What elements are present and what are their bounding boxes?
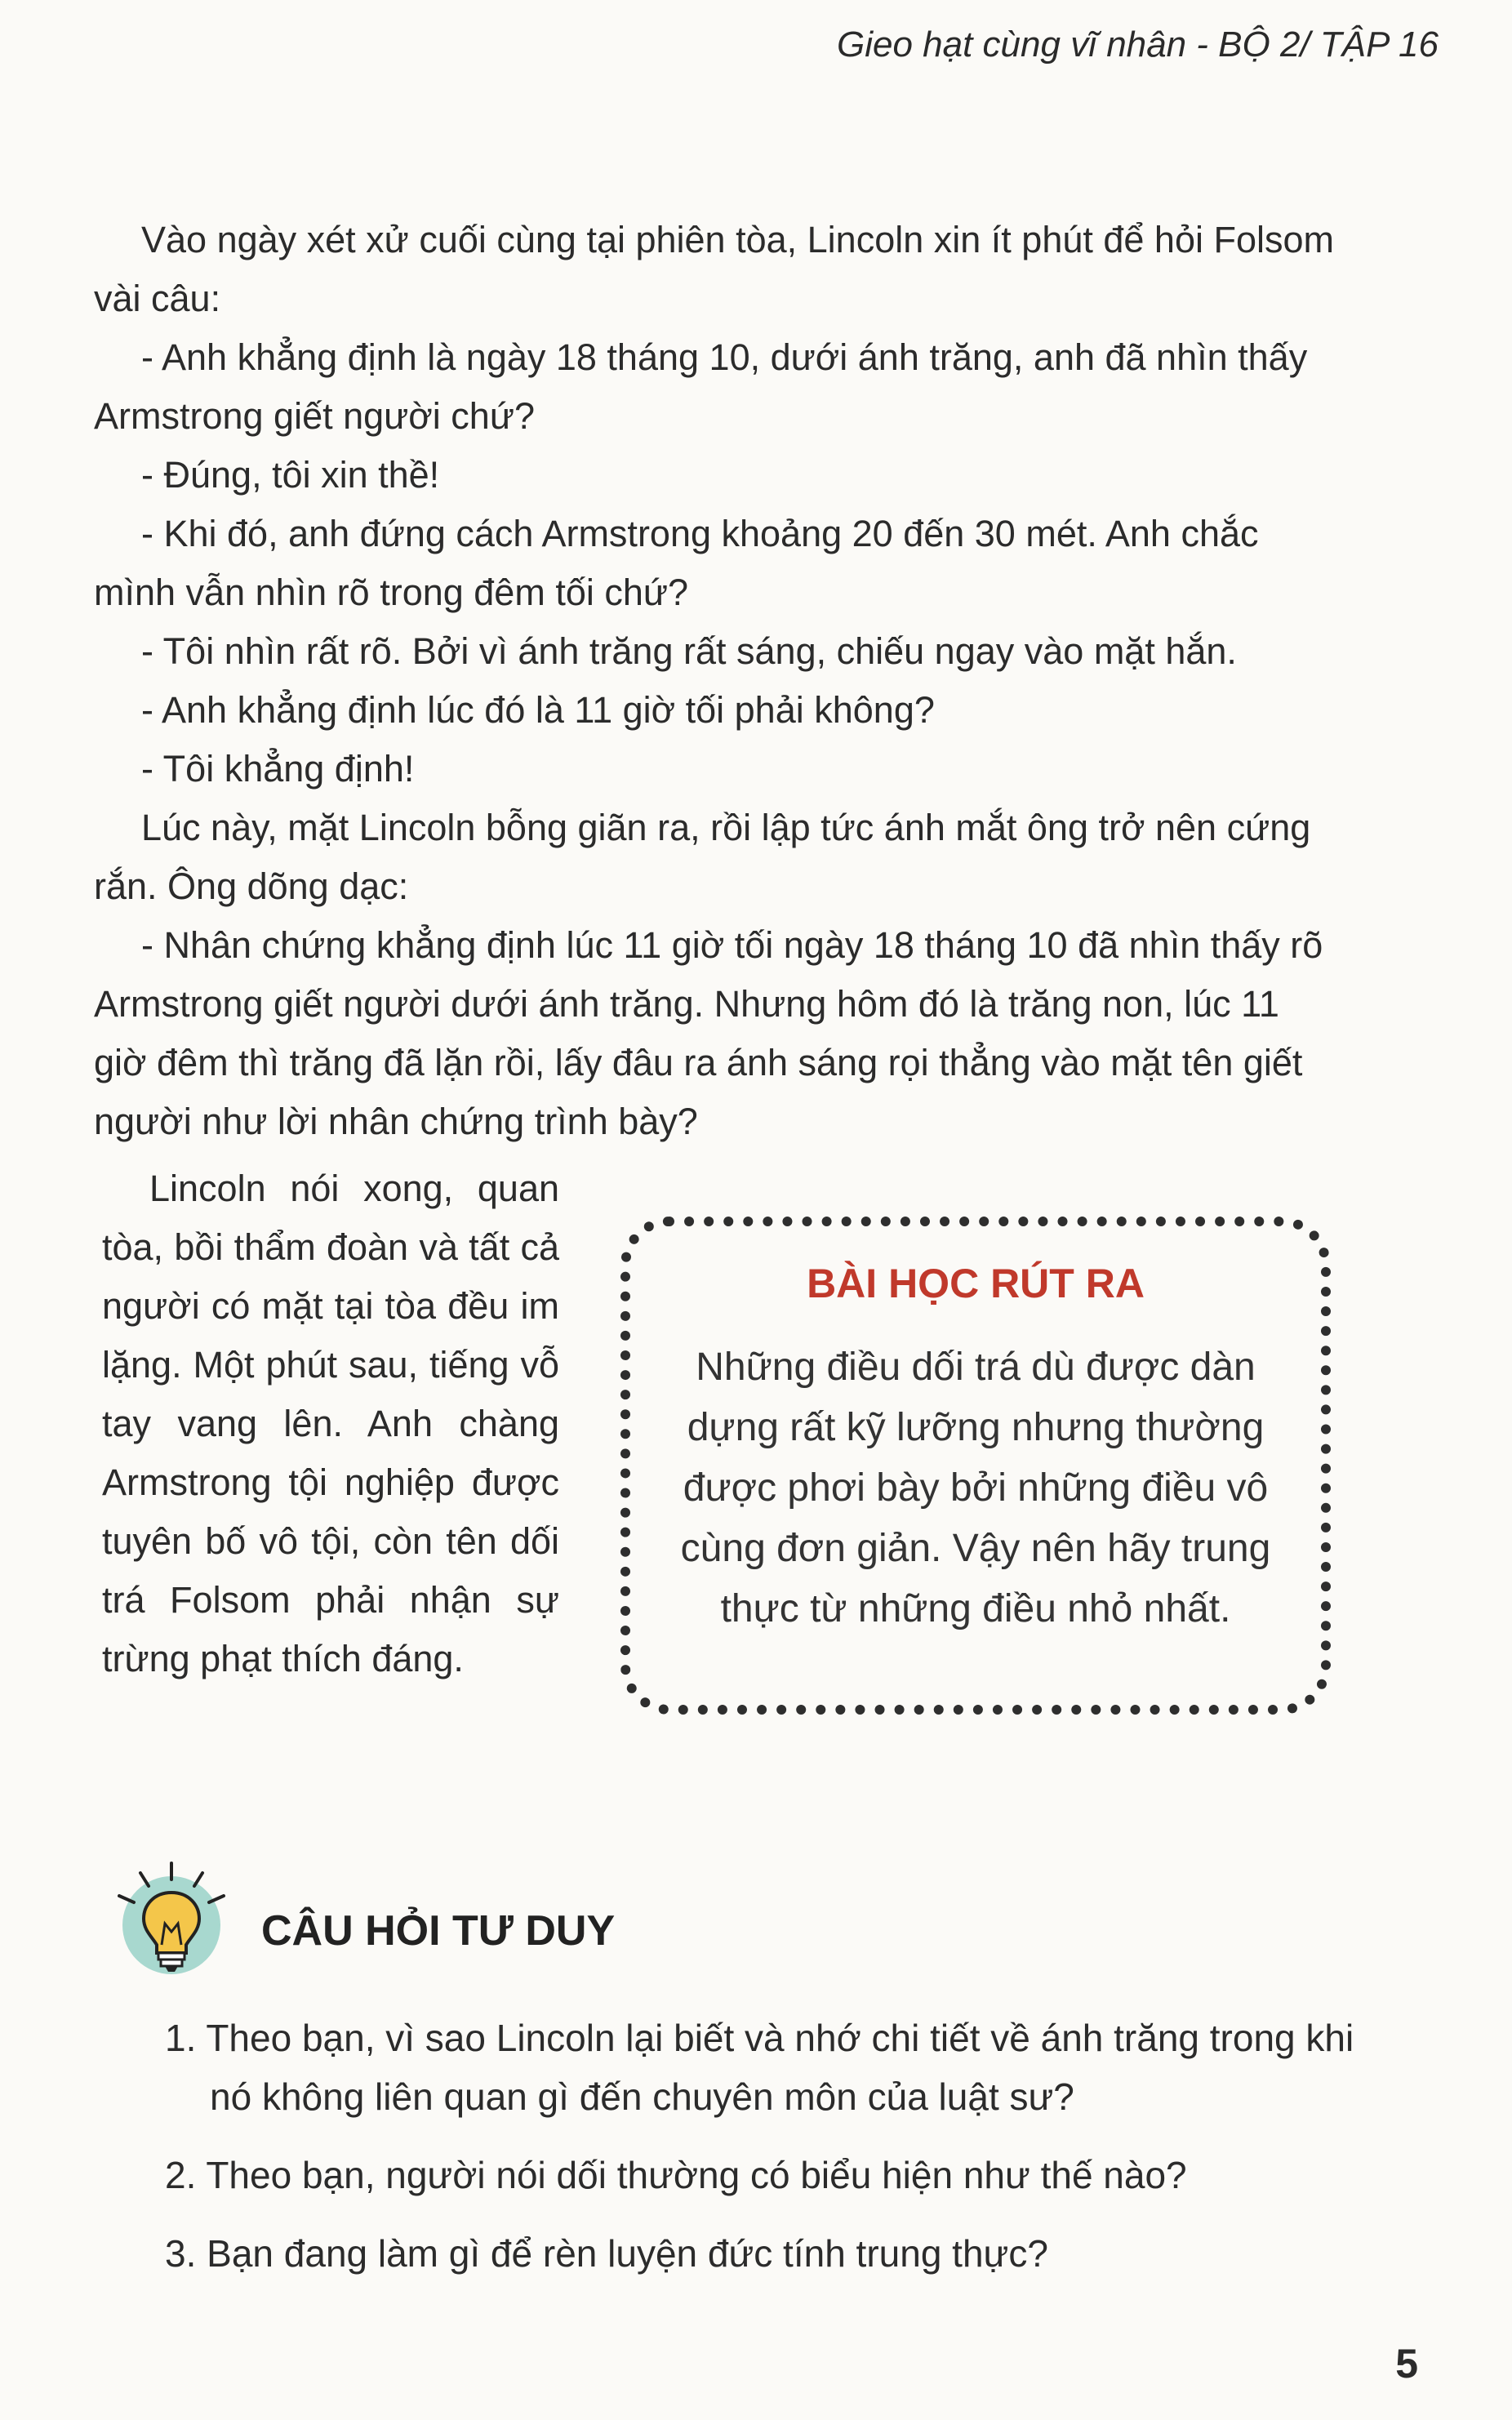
- dialogue-line: - Nhân chứng khẳng định lúc 11 giờ tối ngày 18 tháng 10 đã nhìn thấy rõ Armstrong giết người dưới ánh trăng. Nhưng hôm đó là trăng non, lúc 11 giờ đêm thì trăng đã lặn rồi, lấy đâu ra ánh sáng rọi thẳng vào mặt tên giết người như lời nhân chứng trình bày?: [94, 924, 1323, 1142]
- dialogue-line: - Khi đó, anh đứng cách Armstrong khoảng 20 đến 30 mét. Anh chắc mình vẫn nhìn rõ trong đêm tối chứ?: [94, 513, 1259, 613]
- question-list: [165, 2009, 1373, 2302]
- paragraph: Lúc này, mặt Lincoln bỗng giãn ra, rồi lập tức ánh mắt ông trở nên cứng rắn. Ông dõng dạc:: [94, 807, 1311, 907]
- dialogue-line: - Đúng, tôi xin thề!: [141, 454, 440, 496]
- thinking-title: CÂU HỎI TƯ DUY: [261, 1907, 616, 1955]
- dialogue-line: - Anh khẳng định là ngày 18 tháng 10, dưới ánh trăng, anh đã nhìn thấy Armstrong giết người chứ?: [94, 336, 1308, 437]
- lightbulb-icon: [106, 1853, 229, 1976]
- running-header: Gieo hạt cùng vĩ nhân - BỘ 2/ TẬP 16: [837, 24, 1439, 65]
- story-text: [94, 211, 1335, 1151]
- dialogue-line: - Anh khẳng định lúc đó là 11 giờ tối phải không?: [141, 689, 935, 731]
- paragraph: Vào ngày xét xử cuối cùng tại phiên tòa, Lincoln xin ít phút để hỏi Folsom vài câu:: [94, 219, 1335, 319]
- question-item: 3. Bạn đang làm gì để rèn luyện đức tính trung thực?: [165, 2232, 1048, 2275]
- dialogue-line: - Tôi nhìn rất rõ. Bởi vì ánh trăng rất sáng, chiếu ngay vào mặt hắn.: [141, 630, 1237, 672]
- paragraph: Lincoln nói xong, quan tòa, bồi thẩm đoàn và tất cả người có mặt tại tòa đều im lặng. Một phút sau, tiếng vỗ tay vang lên. Anh chàng Armstrong tội nghiệp được tuyên bố vô tội, còn tên dối trá Folsom phải nhận sự trừng phạt thích đáng.: [102, 1168, 559, 1679]
- lesson-text: Những điều dối trá dù được dàn dựng rất kỹ lưỡng nhưng thường được phơi bày bởi những điều vô cùng đơn giản. Vậy nên hãy trung thực từ những điều nhỏ nhất.: [680, 1346, 1271, 1630]
- closing-text: [102, 1159, 559, 1688]
- lesson-box: [620, 1217, 1331, 1715]
- dialogue-line: - Tôi khẳng định!: [141, 748, 415, 790]
- page-number: 5: [1395, 2341, 1418, 2387]
- lesson-title: BÀI HỌC RÚT RA: [807, 1261, 1145, 1306]
- question-item: 1. Theo bạn, vì sao Lincoln lại biết và nhớ chi tiết về ánh trăng trong khi nó không liên quan gì đến chuyên môn của luật sư?: [165, 2017, 1354, 2118]
- question-item: 2. Theo bạn, người nói dối thường có biểu hiện như thế nào?: [165, 2154, 1187, 2196]
